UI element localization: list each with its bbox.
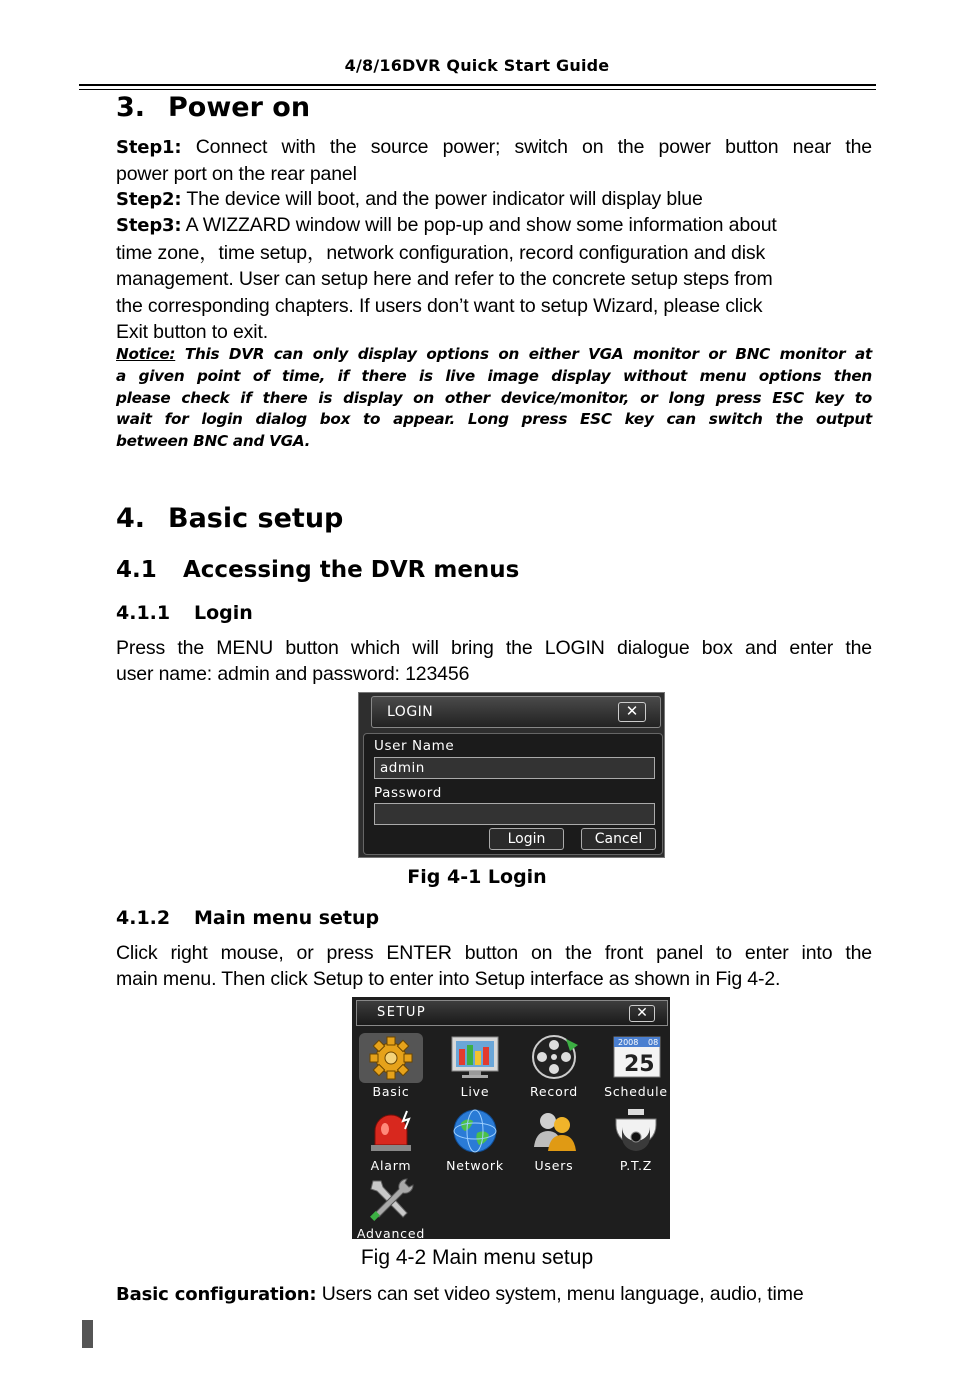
notice-line: wait for login dialog box to appear. Long press ESC key can switch the output bbox=[116, 410, 872, 429]
gear-icon bbox=[359, 1033, 423, 1083]
notice-label: Notice: bbox=[116, 345, 176, 363]
page-footer-mark bbox=[82, 1320, 93, 1348]
section-title: Accessing the DVR menus bbox=[183, 557, 520, 583]
setup-item-schedule bbox=[597, 1029, 670, 1099]
step1-line: Connect with the source power; switch on the power button near the bbox=[181, 136, 872, 158]
section-number: 4. bbox=[116, 503, 146, 534]
login-button: Login bbox=[489, 828, 564, 850]
setup-dialog-figure bbox=[352, 997, 670, 1239]
step3-line: Exit button to exit. bbox=[116, 321, 269, 343]
setup-item-users bbox=[515, 1103, 593, 1173]
notice-line: This DVR can only display options on either VGA monitor or BNC monitor at bbox=[175, 345, 872, 363]
login-dialog-title: LOGIN bbox=[387, 704, 434, 720]
section-4-1-2-heading bbox=[116, 907, 379, 929]
setup-item-advanced bbox=[352, 1171, 430, 1239]
notice-line: a given point of time, if there is live image display without menu options then bbox=[116, 366, 872, 385]
setup-item-label: P.T.Z bbox=[619, 1158, 653, 1173]
film-reel-icon bbox=[526, 1031, 582, 1083]
notice-line: between BNC and VGA. bbox=[116, 432, 311, 451]
login-paragraph bbox=[116, 635, 872, 687]
username-label: User Name bbox=[374, 738, 455, 754]
setup-item-label: Users bbox=[534, 1158, 574, 1173]
basic-configuration-text: Users can set video system, menu language, audio, time bbox=[316, 1283, 804, 1305]
section-number: 3. bbox=[116, 92, 146, 123]
step2-paragraph bbox=[116, 186, 872, 213]
password-field bbox=[374, 803, 655, 825]
section-4-1-1-heading bbox=[116, 602, 253, 624]
setup-item-network bbox=[436, 1103, 514, 1173]
setup-item-label: Basic bbox=[372, 1084, 410, 1099]
login-titlebar bbox=[371, 696, 661, 728]
step3-line: management. User can setup here and refer to the concrete setup steps from bbox=[116, 268, 773, 290]
username-field: admin bbox=[374, 757, 655, 779]
close-icon: ✕ bbox=[618, 702, 646, 722]
step3-paragraph bbox=[116, 212, 872, 346]
section-title: Login bbox=[194, 602, 253, 624]
section-number: 4.1.2 bbox=[116, 907, 171, 929]
step3-line: A WIZZARD window will be pop-up and show some information about bbox=[181, 214, 777, 236]
fig-4-1-caption: Fig 4-1 Login bbox=[407, 866, 547, 888]
basic-configuration-label: Basic configuration: bbox=[116, 1284, 317, 1305]
setup-item-basic bbox=[352, 1029, 430, 1099]
section-title: Basic setup bbox=[168, 503, 344, 534]
setup-titlebar bbox=[356, 1000, 668, 1026]
calendar-year: 2008 bbox=[618, 1038, 639, 1047]
calendar-icon bbox=[608, 1031, 664, 1083]
header-rule bbox=[79, 84, 876, 90]
section-number: 4.1 bbox=[116, 557, 157, 583]
section-title: Power on bbox=[168, 92, 311, 123]
monitor-icon bbox=[447, 1031, 503, 1083]
password-label: Password bbox=[374, 785, 442, 801]
login-dialog-figure bbox=[358, 692, 665, 858]
alarm-siren-icon bbox=[363, 1105, 419, 1157]
notice-line: please check if there is display on other device/monitor, or long press ESC key to bbox=[116, 388, 872, 407]
login-line: Press the MENU button which will bring the LOGIN dialogue box and enter the bbox=[116, 637, 872, 659]
step3-label: Step3: bbox=[116, 215, 182, 236]
main-menu-paragraph bbox=[116, 940, 872, 992]
setup-item-label: Alarm bbox=[370, 1158, 412, 1173]
login-line: user name: admin and password: 123456 bbox=[116, 663, 470, 685]
section-4-heading bbox=[116, 503, 343, 534]
cancel-button: Cancel bbox=[581, 828, 656, 850]
setup-dialog-title: SETUP bbox=[377, 1005, 427, 1020]
step1-paragraph bbox=[116, 134, 872, 187]
dome-camera-icon bbox=[608, 1105, 664, 1157]
section-4-1-heading bbox=[116, 557, 519, 583]
running-header: 4/8/16DVR Quick Start Guide bbox=[344, 56, 610, 75]
notice-paragraph bbox=[116, 344, 872, 453]
setup-item-label: Record bbox=[530, 1084, 578, 1099]
step3-line: the corresponding chapters. If users don’t want to setup Wizard, please click bbox=[116, 294, 763, 317]
setup-item-label: Network bbox=[446, 1158, 504, 1173]
section-title: Main menu setup bbox=[194, 907, 380, 929]
close-icon: ✕ bbox=[629, 1005, 655, 1022]
main-menu-line: Click right mouse, or press ENTER button on the front panel to enter into the bbox=[116, 942, 872, 964]
setup-item-record bbox=[515, 1029, 593, 1099]
setup-item-live bbox=[436, 1029, 514, 1099]
login-body bbox=[363, 733, 663, 855]
users-icon bbox=[526, 1105, 582, 1157]
calendar-day: 25 bbox=[624, 1052, 655, 1077]
main-menu-line: main menu. Then click Setup to enter into Setup interface as shown in Fig 4-2. bbox=[116, 968, 781, 990]
step1-label: Step1: bbox=[116, 137, 182, 158]
setup-item-label: Schedule bbox=[604, 1084, 668, 1099]
section-3-heading bbox=[116, 92, 310, 123]
setup-item-ptz bbox=[597, 1103, 670, 1173]
calendar-month: 08 bbox=[648, 1038, 659, 1047]
section-number: 4.1.1 bbox=[116, 602, 171, 624]
step2-text: The device will boot, and the power indicator will display blue bbox=[181, 188, 703, 210]
globe-icon bbox=[447, 1105, 503, 1157]
tools-icon bbox=[363, 1173, 419, 1225]
fig-4-2-caption: Fig 4-2 Main menu setup bbox=[360, 1246, 594, 1269]
basic-configuration-paragraph bbox=[116, 1281, 872, 1308]
setup-item-label: Advanced bbox=[356, 1226, 426, 1239]
step2-label: Step2: bbox=[116, 189, 182, 210]
step1-line: power port on the rear panel bbox=[116, 163, 357, 185]
setup-item-alarm bbox=[352, 1103, 430, 1173]
setup-item-label: Live bbox=[460, 1084, 490, 1099]
step3-line: time zone，time setup，network configuration, record configuration and disk bbox=[116, 241, 766, 264]
